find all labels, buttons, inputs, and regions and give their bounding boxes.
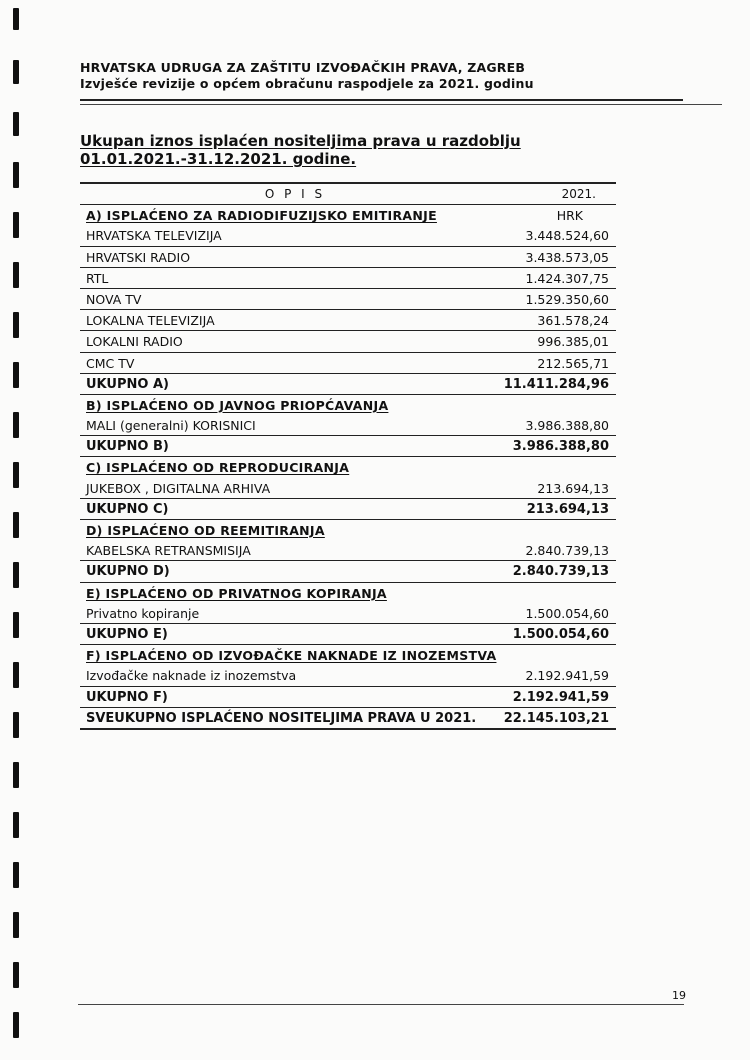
table-row bbox=[80, 289, 616, 310]
row-description: Privatno kopiranje bbox=[86, 605, 200, 621]
table-section-row bbox=[80, 520, 616, 540]
row-description: HRVATSKA TELEVIZIJA bbox=[86, 228, 222, 244]
row-description: KABELSKA RETRANSMISIJA bbox=[86, 543, 251, 559]
row-description: A) ISPLAĆENO ZA RADIODIFUZIJSKO EMITIRANJE bbox=[86, 208, 437, 224]
row-amount: 361.578,24 bbox=[537, 313, 609, 329]
binder-hole bbox=[13, 1012, 19, 1038]
row-amount: 213.694,13 bbox=[526, 501, 609, 517]
row-description: SVEUKUPNO ISPLAĆENO NOSITELJIMA PRAVA U 2021. bbox=[86, 710, 477, 726]
footer-rule bbox=[78, 1004, 684, 1005]
binder-hole bbox=[13, 962, 19, 988]
table-row bbox=[80, 415, 616, 436]
binder-hole bbox=[13, 262, 19, 288]
table-grand-total-row bbox=[80, 708, 616, 730]
row-amount: 1.529.350,60 bbox=[525, 291, 609, 307]
table-section-row bbox=[80, 205, 616, 225]
binder-hole bbox=[13, 362, 19, 388]
binder-hole bbox=[13, 862, 19, 888]
table-section-row bbox=[80, 395, 616, 415]
row-amount: 11.411.284,96 bbox=[503, 376, 609, 392]
row-description: MALI (generalni) KORISNICI bbox=[86, 418, 256, 434]
document-header bbox=[80, 60, 680, 92]
row-amount: 213.694,13 bbox=[537, 480, 609, 496]
header-rule-thin bbox=[80, 104, 722, 105]
row-description: UKUPNO E) bbox=[86, 626, 168, 642]
table-row bbox=[80, 331, 616, 352]
table-row bbox=[80, 478, 616, 499]
page-number: 19 bbox=[672, 989, 686, 1002]
column-header-year: 2021. bbox=[561, 187, 596, 201]
row-amount: 3.448.524,60 bbox=[525, 228, 609, 244]
row-description: C) ISPLAĆENO OD REPRODUCIRANJA bbox=[86, 460, 350, 476]
table-row bbox=[80, 603, 616, 624]
row-description: JUKEBOX , DIGITALNA ARHIVA bbox=[86, 480, 271, 496]
binder-hole bbox=[13, 612, 19, 638]
binder-hole bbox=[13, 112, 19, 136]
binder-hole bbox=[13, 8, 19, 30]
binder-hole bbox=[13, 512, 19, 538]
binder-hole bbox=[13, 60, 19, 84]
row-description: CMC TV bbox=[86, 355, 135, 371]
table-header-row bbox=[80, 184, 616, 205]
binder-hole bbox=[13, 712, 19, 738]
binder-hole bbox=[13, 662, 19, 688]
table-row bbox=[80, 310, 616, 331]
row-description: RTL bbox=[86, 270, 109, 286]
row-amount: 3.986.388,80 bbox=[512, 439, 609, 455]
page-title: Ukupan iznos isplaćen nositeljima prava u razdoblju 01.01.2021.-31.12.2021. godine. bbox=[80, 132, 521, 168]
table-row bbox=[80, 268, 616, 289]
row-amount: 212.565,71 bbox=[537, 355, 609, 371]
binder-hole bbox=[13, 562, 19, 588]
row-description: NOVA TV bbox=[86, 291, 142, 307]
binder-hole bbox=[13, 162, 19, 188]
table-body bbox=[80, 205, 616, 730]
table-subtotal-row bbox=[80, 561, 616, 582]
table-row bbox=[80, 247, 616, 268]
binder-hole bbox=[13, 812, 19, 838]
table-subtotal-row bbox=[80, 624, 616, 645]
row-description: D) ISPLAĆENO OD REEMITIRANJA bbox=[86, 523, 325, 538]
row-description: E) ISPLAĆENO OD PRIVATNOG KOPIRANJA bbox=[86, 585, 387, 601]
table-subtotal-row bbox=[80, 436, 616, 457]
table-section-row bbox=[80, 457, 616, 477]
organization-name: HRVATSKA UDRUGA ZA ZAŠTITU IZVOĐAČKIH PRAVA, ZAGREB bbox=[80, 60, 526, 75]
row-amount: 3.438.573,05 bbox=[525, 249, 609, 265]
row-amount: 1.500.054,60 bbox=[512, 626, 609, 642]
row-amount: 2.192.941,59 bbox=[525, 668, 609, 684]
table-section-row bbox=[80, 645, 616, 665]
header-rule bbox=[80, 99, 683, 101]
row-description: F) ISPLAĆENO OD IZVOĐAČKE NAKNADE IZ INOZEMSTVA bbox=[86, 648, 497, 664]
row-amount: 3.986.388,80 bbox=[525, 418, 609, 434]
row-description: LOKALNI RADIO bbox=[86, 334, 183, 350]
row-description: UKUPNO A) bbox=[86, 376, 169, 392]
row-amount: 1.424.307,75 bbox=[525, 270, 609, 286]
row-amount: 996.385,01 bbox=[537, 334, 609, 350]
row-description: HRVATSKI RADIO bbox=[86, 249, 191, 265]
row-amount: 22.145.103,21 bbox=[503, 710, 609, 726]
payout-table bbox=[80, 182, 616, 730]
row-description: UKUPNO C) bbox=[86, 501, 169, 517]
row-amount: HRK bbox=[556, 208, 583, 224]
table-row bbox=[80, 665, 616, 686]
row-description: UKUPNO B) bbox=[86, 439, 169, 455]
binder-hole bbox=[13, 762, 19, 788]
table-row bbox=[80, 353, 616, 374]
row-description: B) ISPLAĆENO OD JAVNOG PRIOPĆAVANJA bbox=[86, 397, 389, 413]
row-description: UKUPNO D) bbox=[86, 564, 170, 580]
row-amount: 1.500.054,60 bbox=[525, 605, 609, 621]
binder-hole bbox=[13, 412, 19, 438]
binder-hole bbox=[13, 312, 19, 338]
binder-hole bbox=[13, 462, 19, 488]
table-row bbox=[80, 540, 616, 561]
column-header-description: O P I S bbox=[264, 187, 326, 201]
table-subtotal-row bbox=[80, 687, 616, 708]
row-description: Izvođačke naknade iz inozemstva bbox=[86, 668, 297, 684]
row-description: UKUPNO F) bbox=[86, 689, 168, 705]
row-amount: 2.840.739,13 bbox=[512, 564, 609, 580]
table-subtotal-row bbox=[80, 499, 616, 520]
binder-hole bbox=[13, 212, 19, 238]
row-amount: 2.840.739,13 bbox=[525, 543, 609, 559]
report-subtitle: Izvješće revizije o općem obračunu raspodjele za 2021. godinu bbox=[80, 76, 534, 91]
binder-hole bbox=[13, 912, 19, 938]
row-description: LOKALNA TELEVIZIJA bbox=[86, 313, 215, 329]
table-row bbox=[80, 225, 616, 246]
row-amount: 2.192.941,59 bbox=[512, 689, 609, 705]
table-section-row bbox=[80, 583, 616, 603]
table-subtotal-row bbox=[80, 374, 616, 395]
